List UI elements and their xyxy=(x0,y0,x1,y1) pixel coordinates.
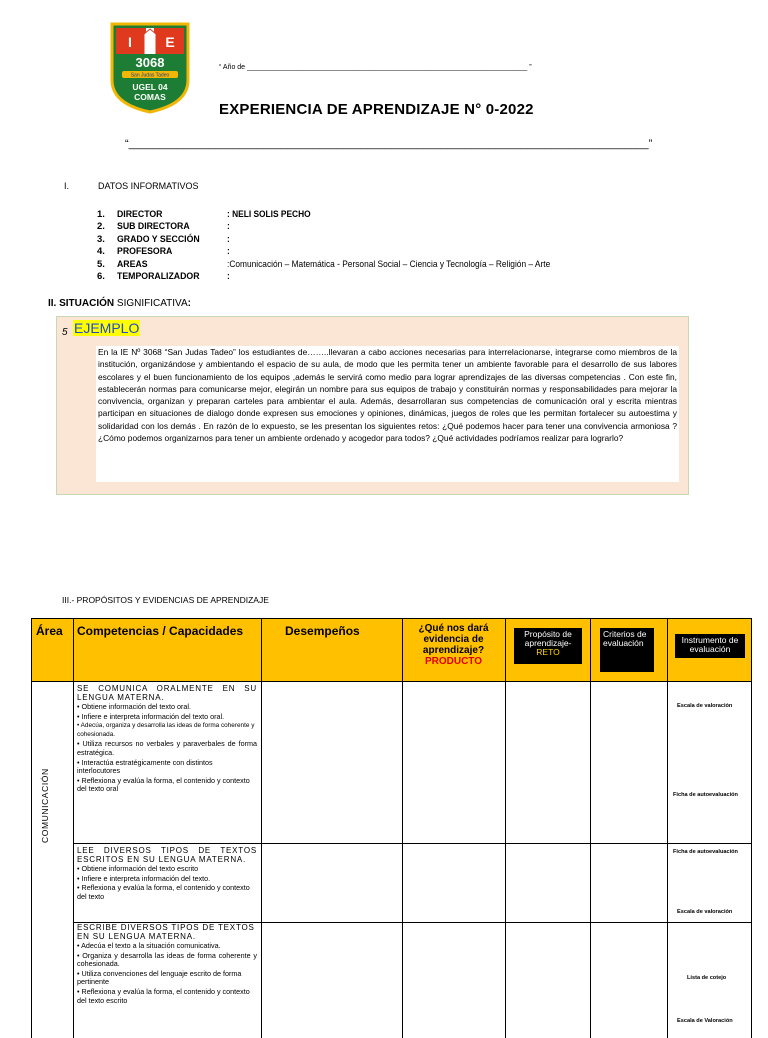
datos-informativos-list xyxy=(97,209,594,283)
producto-label: PRODUCTO xyxy=(425,656,482,667)
logo-letter-e: E xyxy=(165,34,174,50)
row-key: DIRECTOR xyxy=(117,209,218,221)
item-text: Utiliza convenciones del lenguaje escrito de forma pertinente xyxy=(77,969,241,987)
item-text: Reflexiona y evalúa la forma, el contenido y contexto del texto xyxy=(77,883,250,901)
datos-row-areas xyxy=(97,259,594,271)
section-2-rest: SIGNIFICATIVA xyxy=(114,298,188,309)
item-text: Obtiene información del texto oral. xyxy=(82,702,191,711)
item-text: Infiere e interpreta información del texto oral. xyxy=(82,712,225,721)
item-text: Organiza y desarrolla las ideas de forma coherente y cohesionada. xyxy=(77,951,257,969)
list-item: • Reflexiona y evalúa la forma, el contenido y contexto del texto oral xyxy=(77,777,257,794)
section-2-heading xyxy=(48,298,191,309)
row-value: : NELI SOLIS PECHO xyxy=(227,209,311,221)
instrument-label: Escala de valoración xyxy=(677,909,732,915)
list-item: • Obtiene información del texto escrito xyxy=(77,865,257,874)
competency-2-title: LEE DIVERSOS TIPOS DE TEXTOS ESCRITOS EN SU LENGUA MATERNA. xyxy=(77,846,257,864)
row-value: : xyxy=(227,221,230,233)
header-competencias: Competencias / Capacidades xyxy=(73,618,261,681)
logo-ugel: UGEL 04 xyxy=(132,82,168,92)
logo-letter-i: I xyxy=(128,34,132,50)
row-value: : xyxy=(227,234,230,246)
item-text: Interactúa estratégicamente con distintos interlocutores xyxy=(77,758,213,776)
row-number: 2. xyxy=(97,221,117,233)
competency-3-title: ESCRIBE DIVERSOS TIPOS DE TEXTOS EN SU LENGUA MATERNA. xyxy=(77,923,257,941)
row-key: PROFESORA xyxy=(117,246,218,258)
evidencia-label: ¿Qué nos dará evidencia de aprendizaje? xyxy=(418,623,488,656)
criterios-box: Criterios de evaluación xyxy=(600,628,654,672)
section-2-colon: : xyxy=(188,298,191,309)
list-item: • Adecúa el texto a la situación comunicativa. xyxy=(77,942,257,951)
list-item: • Reflexiona y evalúa la forma, el contenido y contexto del texto xyxy=(77,884,257,901)
instrument-label: Escala de Valoración xyxy=(677,1018,733,1024)
school-logo xyxy=(108,20,192,114)
item-text: Adecúa, organiza y desarrolla las ideas de forma coherente y cohesionada. xyxy=(77,722,254,738)
section-1-label: DATOS INFORMATIVOS xyxy=(98,181,199,191)
situacion-text: En la IE Nº 3068 “San Judas Tadeo” los estudiantes de……..llevaran a cabo acciones necesarias para interrelacionarse, integrarse como miembros de la institución, organizándose y ambientando el espacio de su aula, de modo que les permita tener un ambiente favorable para el desarrollo de sus labores escolares y el buen funcionamiento de los equipos ,además le servirá como medio para lograr aprendizajes de las diversas competencias . Con este fin, establecerán normas para comunicarse mejor, elegirán un nombre para sus equipos de trabajo y constituirán normas y responsabilidades para mejorar la convivencia, organizan y preparan carteles para ambientar el aula. Además, desarrollaran sus competencias de comunicación oral y escrita mientras participan en situaciones de dialogo donde expresen sus emociones y opiniones, dinámicas, juegos de roles que les permitan fortalecer su autoestima y solidaridad con los demás . En razón de lo expuesto, se les presentan los siguientes retos: ¿Qué podemos hacer para tener una convivencia armoniosa ? ¿Cómo podemos organizarnos para tener un ambiente ordenado y acogedor para todos? ¿Qué actividades podríamos realizar para lograrlo? xyxy=(96,346,679,482)
list-item: • Obtiene información del texto oral. xyxy=(77,703,257,712)
logo-number: 3068 xyxy=(136,55,165,70)
section-2-bold: II. SITUACIÓN xyxy=(48,298,114,309)
item-text: Utiliza recursos no verbales y paraverbales de forma estratégica. xyxy=(77,739,257,757)
title-quote-line: “_____________________________________________________________________________________” xyxy=(125,138,652,150)
section-3-heading: III.- PROPÓSITOS Y EVIDENCIAS DE APRENDIZAJE xyxy=(62,595,269,605)
datos-row-grado xyxy=(97,234,594,246)
header-desempenos: Desempeños xyxy=(261,618,402,681)
instrumento-box: Instrumento de evaluación xyxy=(675,634,745,658)
example-label: EJEMPLO xyxy=(73,320,140,336)
row-number: 3. xyxy=(97,234,117,246)
row-value: : xyxy=(227,271,230,283)
list-item: • Reflexiona y evalúa la forma, el contenido y contexto del texto escrito xyxy=(77,988,257,1005)
item-text: Reflexiona y evalúa la forma, el contenido y contexto del texto oral xyxy=(77,776,250,794)
document-title: EXPERIENCIA DE APRENDIZAJE N° 0-2022 xyxy=(219,101,534,118)
instrument-label: Escala de valoración xyxy=(677,703,732,709)
item-text: Adecúa el texto a la situación comunicativa. xyxy=(81,941,220,950)
section-1-number: I. xyxy=(64,181,98,191)
logo-district: COMAS xyxy=(134,92,166,102)
row-number: 1. xyxy=(97,209,117,221)
section-1-heading xyxy=(64,181,199,191)
row-key: AREAS xyxy=(117,259,218,271)
datos-row-temporalizador xyxy=(97,271,594,283)
year-line: “ Año de ________________________________________________________________________ ” xyxy=(219,64,532,71)
example-number: 5 xyxy=(62,327,68,338)
header-area: Área xyxy=(31,618,73,681)
item-text: Obtiene información del texto escrito xyxy=(82,864,199,873)
list-item: • Adecúa, organiza y desarrolla las ideas de forma coherente y cohesionada. xyxy=(77,722,257,739)
instrument-label: Lista de cotejo xyxy=(687,975,726,981)
reto-label: RETO xyxy=(536,647,559,657)
datos-row-profesora xyxy=(97,246,594,258)
row-key: GRADO Y SECCIÓN xyxy=(117,234,218,246)
competency-1-title: SE COMUNICA ORALMENTE EN SU LENGUA MATERNA. xyxy=(77,684,257,702)
datos-row-director xyxy=(97,209,594,221)
list-item: • Infiere e interpreta información del texto oral. xyxy=(77,713,257,722)
proposito-label: Propósito de aprendizaje- xyxy=(524,629,572,648)
row-number: 4. xyxy=(97,246,117,258)
instrument-label: Ficha de autoevaluación xyxy=(673,849,738,855)
list-item: • Utiliza convenciones del lenguaje escrito de forma pertinente xyxy=(77,970,257,987)
row-number: 6. xyxy=(97,271,117,283)
table-grid-lines xyxy=(31,618,752,1038)
item-text: Infiere e interpreta información del texto. xyxy=(82,874,211,883)
row-value: : xyxy=(227,246,230,258)
row-key: TEMPORALIZADOR xyxy=(117,271,218,283)
area-label: COMUNICACIÓN xyxy=(40,768,50,843)
propositos-table xyxy=(31,618,752,1038)
row-number: 5. xyxy=(97,259,117,271)
datos-row-subdirectora xyxy=(97,221,594,233)
list-item: • Utiliza recursos no verbales y paraverbales de forma estratégica. xyxy=(77,740,257,757)
row-value: :Comunicación – Matemática - Personal Social – Ciencia y Tecnología – Religión – Arte xyxy=(227,259,550,271)
row-key: SUB DIRECTORA xyxy=(117,221,218,233)
instrument-label: Ficha de autoevaluación xyxy=(673,792,738,798)
list-item: • Interactúa estratégicamente con distintos interlocutores xyxy=(77,759,257,776)
list-item: • Organiza y desarrolla las ideas de forma coherente y cohesionada. xyxy=(77,952,257,969)
item-text: Reflexiona y evalúa la forma, el contenido y contexto del texto escrito xyxy=(77,987,250,1005)
logo-ribbon: San Judas Tadeo xyxy=(131,73,170,79)
list-item: • Infiere e interpreta información del texto. xyxy=(77,875,257,884)
